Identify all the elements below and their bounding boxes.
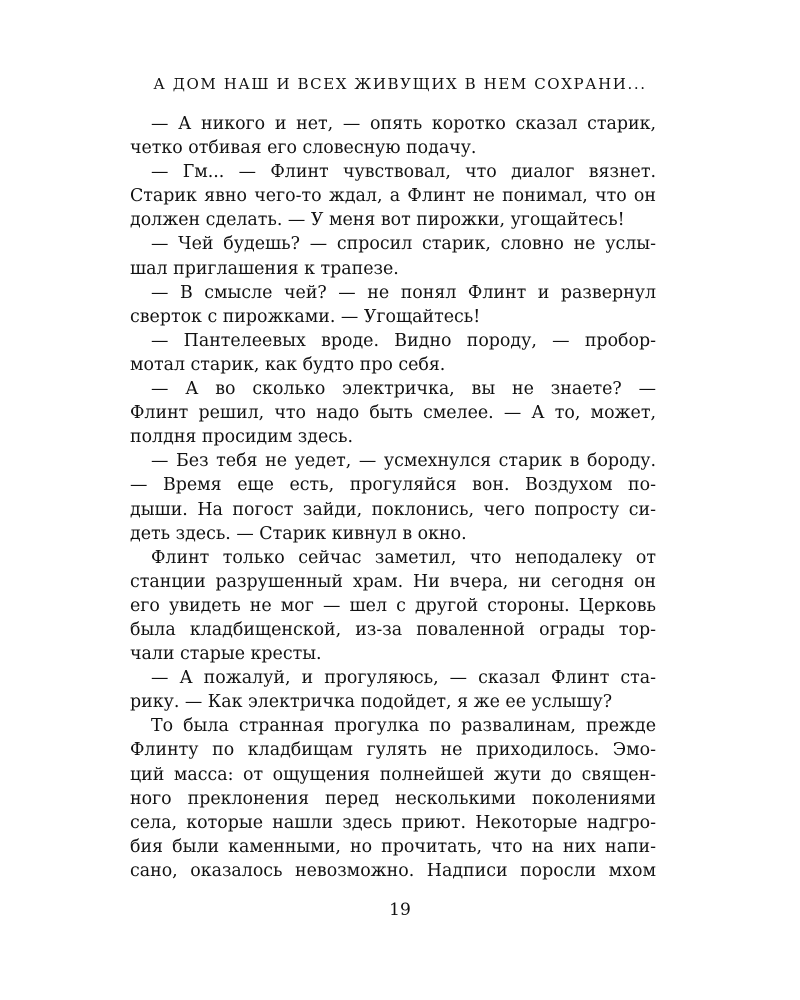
text-line: сверток с пирожками. — Угощайтесь! <box>130 306 481 327</box>
text-line: села, которые нашли здесь приют. Некоторые надгро- <box>130 812 656 833</box>
page-number: 19 <box>389 900 411 920</box>
text-line: станции разрушенный храм. Ни вчера, ни сегодня он <box>130 571 656 592</box>
text-line: сано, оказалось невозможно. Надписи поросли мхом <box>130 860 656 881</box>
text-line: должен сделать. — У меня вот пирожки, угощайтесь! <box>130 210 625 231</box>
body-text <box>130 112 656 883</box>
text-line: — Время еще есть, прогуляйся вон. Воздухом по- <box>130 475 656 496</box>
text-line: — Чей будешь? — спросил старик, словно не услы- <box>151 234 656 255</box>
text-line: чали старые кресты. <box>130 644 322 665</box>
text-line: ного преклонения перед несколькими поколениями <box>130 788 656 809</box>
text-line: бия были каменными, но прочитать, что на них напи- <box>130 836 656 857</box>
text-line: — Без тебя не уедет, — усмехнулся старик в бороду. <box>151 451 656 472</box>
text-line: четко отбивая его словесную подачу. <box>130 138 477 159</box>
text-line: — А никого и нет, — опять коротко сказал старик, <box>151 114 656 134</box>
text-line: Старик явно чего-то ждал, а Флинт не понимал, что он <box>130 186 656 207</box>
text-line: — Гм... — Флинт чувствовал, что диалог вязнет. <box>151 162 656 183</box>
text-line: — А пожалуй, и прогуляюсь, — сказал Флинт ста- <box>151 668 656 689</box>
text-line: — В смысле чей? — не понял Флинт и развернул <box>151 282 656 303</box>
text-line: То была странная прогулка по развалинам, прежде <box>151 716 656 737</box>
text-line: его увидеть не мог — шел с другой стороны. Церковь <box>130 595 656 616</box>
text-line: ций масса: от ощущения полнейшей жути до священ- <box>130 764 656 785</box>
text-line: была кладбищенской, из-за поваленной ограды тор- <box>130 619 656 640</box>
running-head: А ДОМ НАШ И ВСЕХ ЖИВУЩИХ В НЕМ СОХРАНИ... <box>153 75 647 93</box>
text-line: Флинту по кладбищам гулять не приходилось. Эмо- <box>130 740 656 761</box>
text-line: — А во сколько электричка, вы не знаете? — <box>151 379 656 400</box>
text-line: деть здесь. — Старик кивнул в окно. <box>130 523 467 544</box>
text-line: — Пантелеевых вроде. Видно породу, — пробор- <box>151 330 656 351</box>
text-line: мотал старик, как будто про себя. <box>130 354 446 375</box>
text-line: Флинт только сейчас заметил, что неподалеку от <box>151 547 656 568</box>
text-line: рику. — Как электричка подойдет, я же ее услышу? <box>130 692 613 713</box>
text-line: дыши. На погост зайди, поклонись, чего попросту си- <box>130 499 656 520</box>
text-line: шал приглашения к трапезе. <box>130 258 399 279</box>
text-line: Флинт решил, что надо быть смелее. — А то, может, <box>130 403 656 424</box>
text-line: полдня просидим здесь. <box>130 427 354 448</box>
